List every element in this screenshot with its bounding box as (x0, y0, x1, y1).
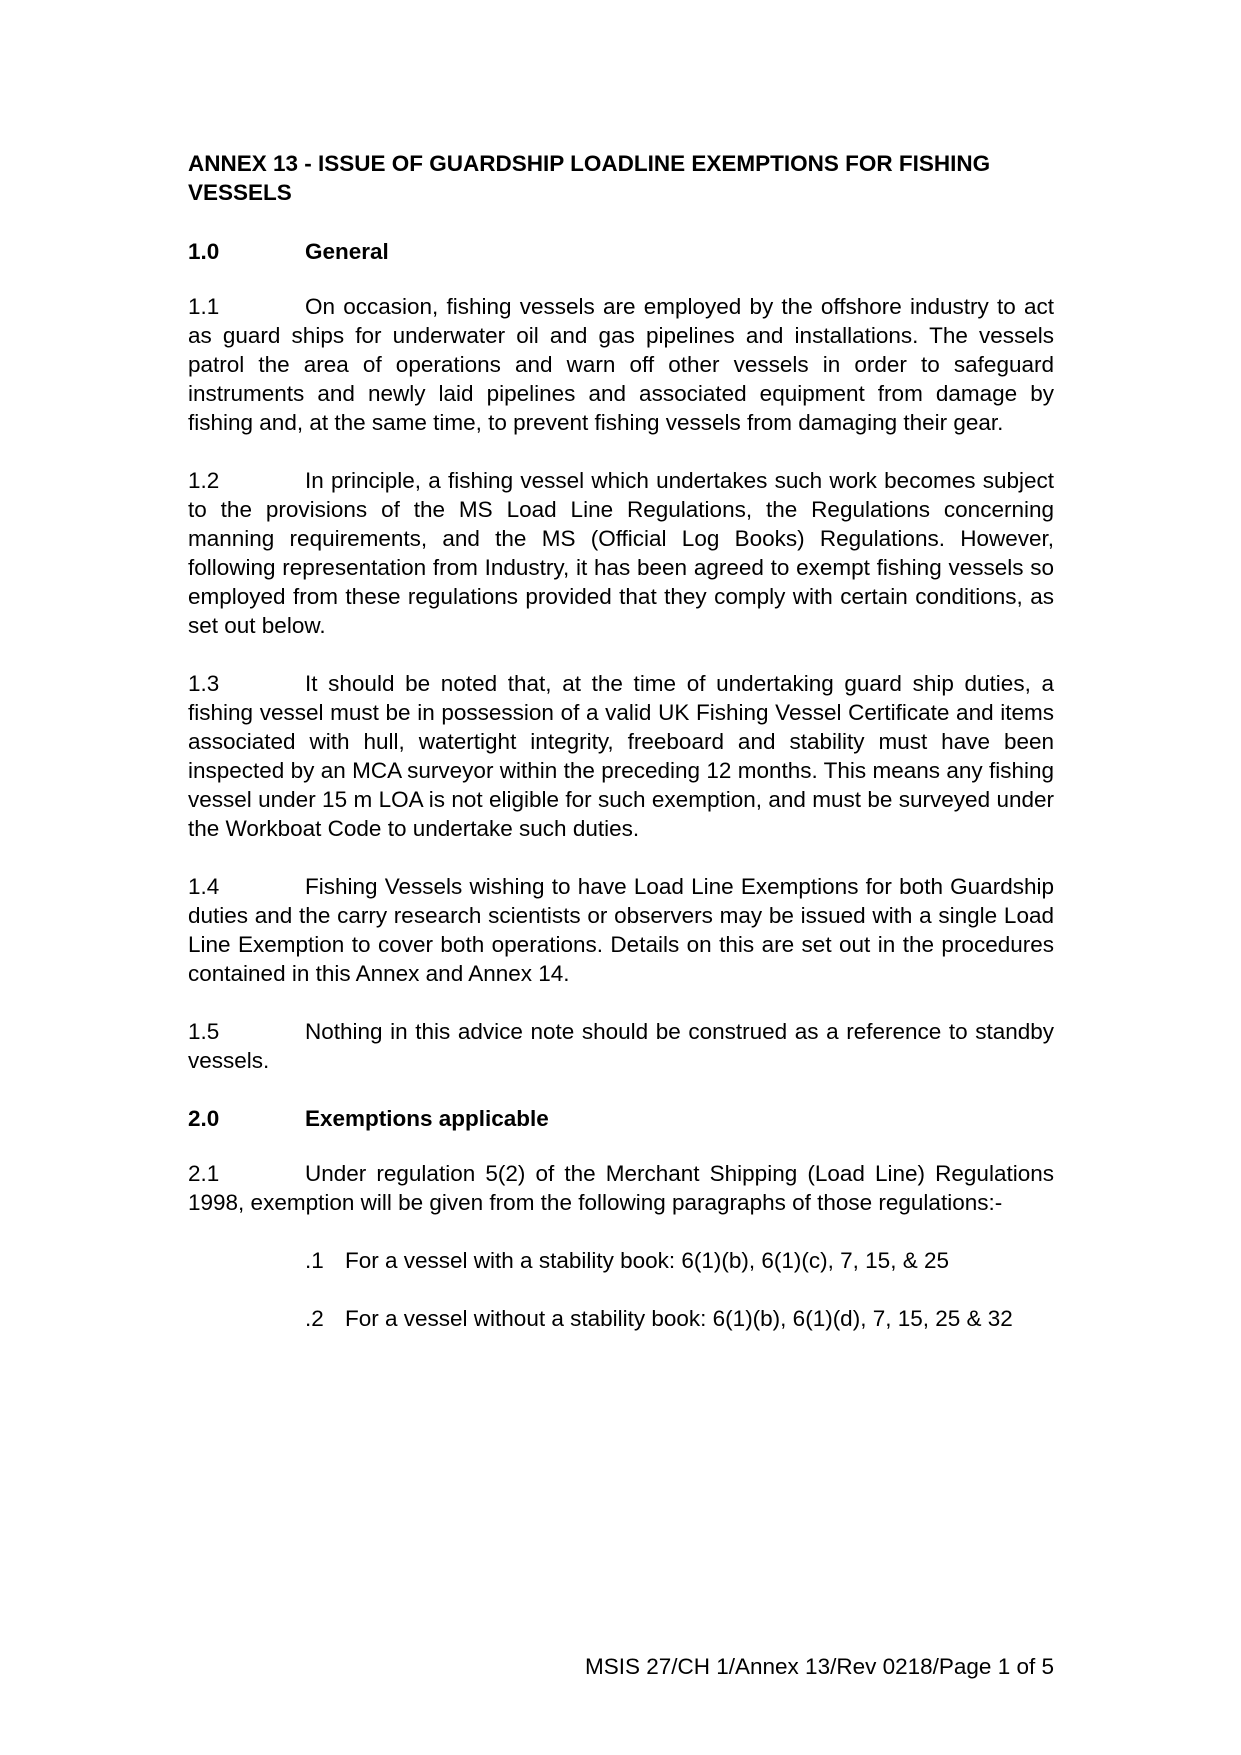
section-number: 1.0 (188, 239, 220, 264)
document-body (188, 149, 1054, 1362)
section-number: 2.0 (188, 1106, 220, 1131)
exemption-list (305, 1246, 1054, 1333)
page-footer: MSIS 27/CH 1/Annex 13/Rev 0218/Page 1 of 5 (584, 1654, 1054, 1679)
paragraph-2-1 (188, 1159, 1054, 1217)
paragraph-1-1 (188, 292, 1054, 437)
list-item (305, 1246, 1054, 1275)
list-item-text: For a vessel with a stability book: 6(1)(b), 6(1)(c), 7, 15, & 25 (345, 1248, 949, 1273)
list-item-number: .1 (305, 1248, 324, 1273)
paragraph-1-3 (188, 669, 1054, 843)
paragraph-number: 1.2 (188, 468, 220, 493)
paragraph-number: 1.4 (188, 874, 220, 899)
list-item-text: For a vessel without a stability book: 6(1)(b), 6(1)(d), 7, 15, 25 & 32 (345, 1306, 1013, 1331)
paragraph-text: Nothing in this advice note should be construed as a reference to standby vessels. (188, 1019, 1054, 1073)
section-title: General (305, 239, 389, 264)
section-heading-exemptions (188, 1104, 1054, 1133)
paragraph-1-2 (188, 466, 1054, 640)
section-title: Exemptions applicable (305, 1106, 549, 1131)
list-item-number: .2 (305, 1306, 324, 1331)
paragraph-number: 1.1 (188, 294, 220, 319)
paragraph-text: On occasion, fishing vessels are employed by the offshore industry to act as guard ships for underwater oil and gas pipelines and installations. The vessels patrol the area of operations and warn off other vessels in order to safeguard instruments and newly laid pipelines and associated equipment from damage by fishing and, at the same time, to prevent fishing vessels from damaging their gear. (188, 294, 1054, 435)
paragraph-text: In principle, a fishing vessel which undertakes such work becomes subject to the provisions of the MS Load Line Regulations, the Regulations concerning manning requirements, and the MS (Official Log Books) Regulations. However, following representation from Industry, it has been agreed to exempt fishing vessels so employed from these regulations provided that they comply with certain conditions, as set out below. (188, 468, 1054, 638)
paragraph-number: 1.3 (188, 671, 220, 696)
paragraph-1-4 (188, 872, 1054, 988)
paragraph-text: Fishing Vessels wishing to have Load Line Exemptions for both Guardship duties and the carry research scientists or observers may be issued with a single Load Line Exemption to cover both operations. Details on this are set out in the procedures contained in this Annex and Annex 14. (188, 874, 1054, 986)
list-item (305, 1304, 1054, 1333)
section-heading-general (188, 237, 1054, 266)
paragraph-number: 2.1 (188, 1161, 220, 1186)
paragraph-1-5 (188, 1017, 1054, 1075)
document-title: ANNEX 13 - ISSUE OF GUARDSHIP LOADLINE EXEMPTIONS FOR FISHING VESSELS (188, 151, 991, 205)
paragraph-number: 1.5 (188, 1019, 220, 1044)
paragraph-text: Under regulation 5(2) of the Merchant Shipping (Load Line) Regulations 1998, exemption will be given from the following paragraphs of those regulations:- (188, 1161, 1054, 1215)
paragraph-text: It should be noted that, at the time of undertaking guard ship duties, a fishing vessel must be in possession of a valid UK Fishing Vessel Certificate and items associated with hull, watertight integrity, freeboard and stability must have been inspected by an MCA surveyor within the preceding 12 months. This means any fishing vessel under 15 m LOA is not eligible for such exemption, and must be surveyed under the Workboat Code to undertake such duties. (188, 671, 1054, 841)
